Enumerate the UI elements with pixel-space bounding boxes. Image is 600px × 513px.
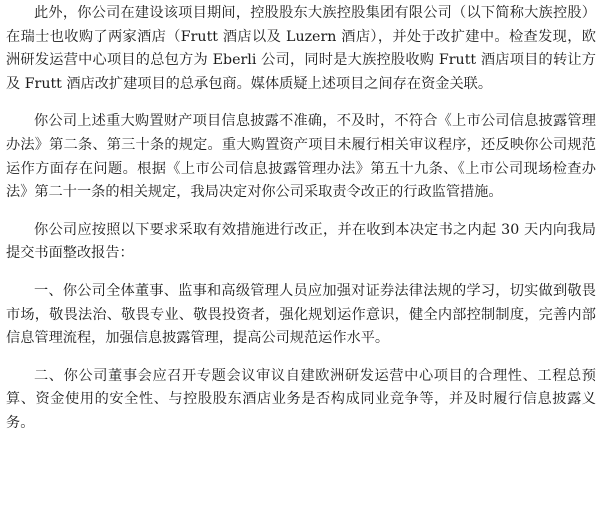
paragraph-disclosure-violation: 你公司上述重大购置财产项目信息披露不准确，不及时，不符合《上市公司信息披露管理办法》第二条、第三十条的规定。重大购置资产项目未履行相关审议程序，还反映你公司规范运作方面存在问题。根据《上市公司信息披露管理办法》第五十九条、《上市公司现场检查办法》第二十一条的相关规定，我局决定对你公司采取责令改正的行政监管措施。 bbox=[6, 113, 596, 201]
paragraph-rectification-requirement: 你公司应按照以下要求采取有效措施进行改正，并在收到本决定书之内起 30 天内向我局提交书面整改报告： bbox=[6, 221, 596, 262]
paragraph-hotel-acquisition: 此外，你公司在建设该项目期间，控股股东大族控股集团有限公司（以下简称大族控股）在瑞士也收购了两家酒店（Frutt 酒店以及 Luzern 酒店），并处于改扩建中。检查发现，欧洲研发运营中心项目的总包方为 Eberli 公司，同时是大族控股收购 Frutt 酒店项目的转让方及 Frutt 酒店改扩建项目的总承包商。媒体质疑上述项目之间存在资金关联。 bbox=[6, 5, 596, 92]
paragraph-item-two: 二、你公司董事会应召开专题会议审议自建欧洲研发运营中心项目的合理性、工程总预算、资金使用的安全性、与控股股东酒店业务是否构成同业竞争等，并及时履行信息披露义务。 bbox=[6, 367, 596, 431]
paragraph-item-one: 一、你公司全体董事、监事和高级管理人员应加强对证券法律法规的学习，切实做到敬畏市场，敬畏法治、敬畏专业、敬畏投资者，强化规划运作意识，健全内部控制制度，完善内部信息管理流程，加强信息披露管理，提高公司规范运作水平。 bbox=[6, 282, 596, 347]
